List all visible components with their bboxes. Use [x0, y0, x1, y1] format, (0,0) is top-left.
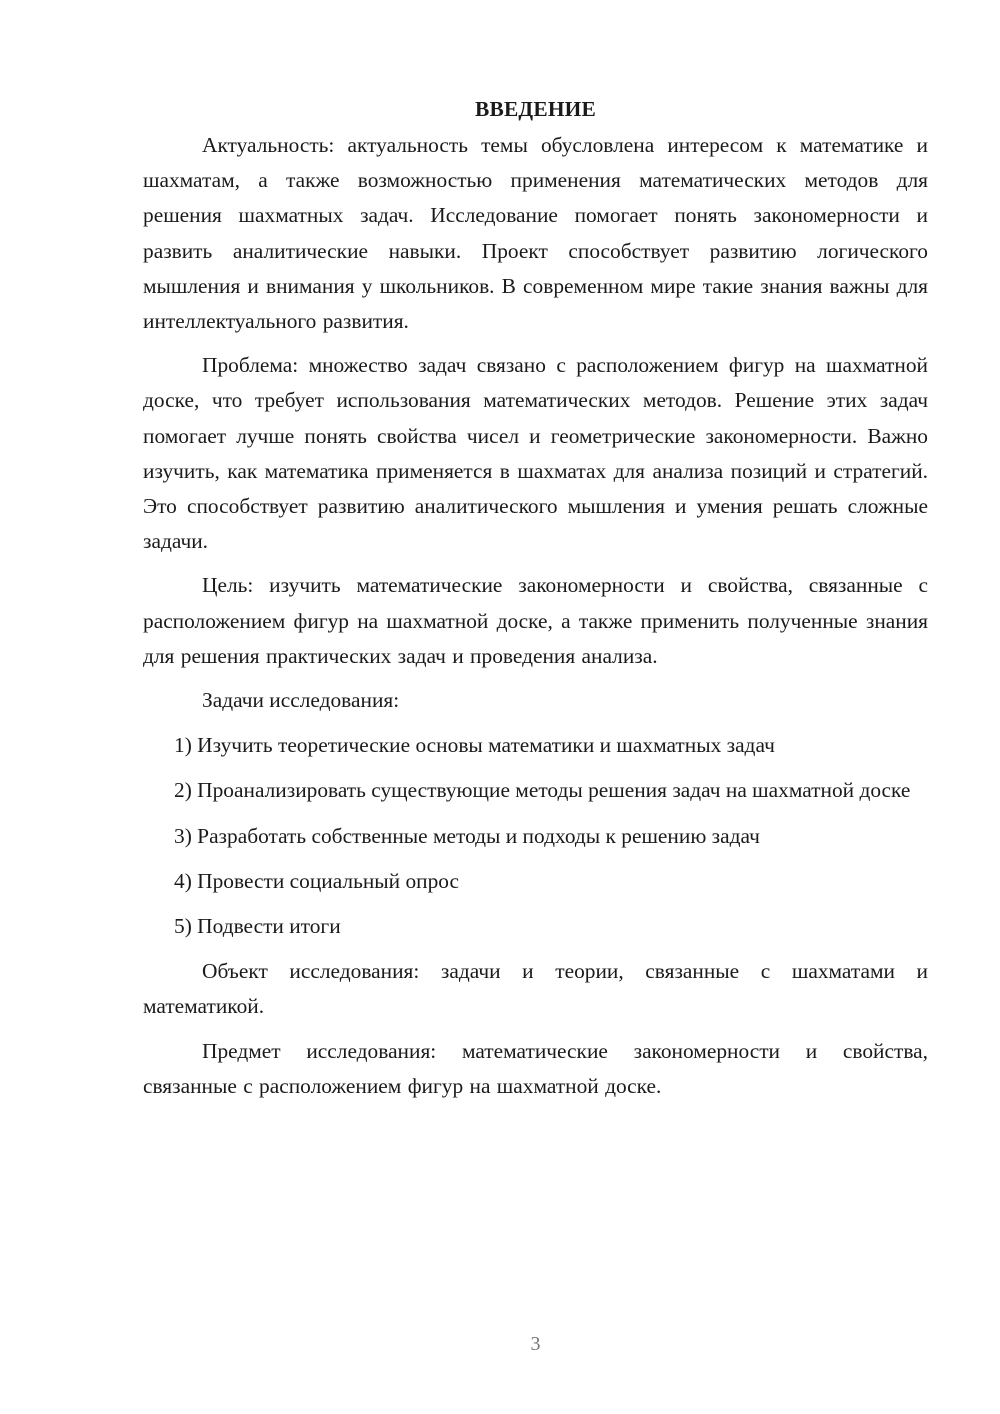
tasks-heading: Задачи исследования: [202, 688, 400, 713]
page-content [143, 92, 928, 1113]
relevance-paragraph: Актуальность: актуальность темы обусловлена интересом к математике и шахматам, а также возможностью применения математических методов для решения шахматных задач. Исследование помогает понять закономерности и развить аналитические навыки. Проект способствует развитию логического мышления и внимания у школьников. В современном мире такие знания важны для интеллектуального развития. [143, 133, 928, 334]
object-paragraph: Объект исследования: задачи и теории, связанные с шахматами и математикой. [143, 959, 928, 1019]
task-item-3: 3) Разработать собственные методы и подходы к решению задач [174, 823, 760, 848]
task-item-2: 2) Проанализировать существующие методы решения задач на шахматной доске [174, 778, 911, 803]
goal-paragraph: Цель: изучить математические закономерности и свойства, связанные с расположением фигур на шахматной доске, а также применить полученные знания для решения практических задач и проведения анализа. [143, 573, 928, 668]
page-number: 3 [530, 1333, 541, 1355]
task-item-4: 4) Провести социальный опрос [174, 868, 460, 893]
task-item-1: 1) Изучить теоретические основы математики и шахматных задач [174, 733, 775, 758]
section-title: ВВЕДЕНИЕ [475, 97, 596, 121]
problem-paragraph: Проблема: множество задач связано с расположением фигур на шахматной доске, что требует использования математических методов. Решение этих задач помогает лучше понять свойства чисел и геометрические закономерности. Важно изучить, как математика применяется в шахматах для анализа позиций и стратегий. Это способствует развитию аналитического мышления и умения решать сложные задачи. [143, 353, 928, 554]
task-item-5: 5) Подвести итоги [174, 914, 341, 939]
subject-paragraph: Предмет исследования: математические закономерности и свойства, связанные с расположением фигур на шахматной доске. [143, 1038, 928, 1098]
